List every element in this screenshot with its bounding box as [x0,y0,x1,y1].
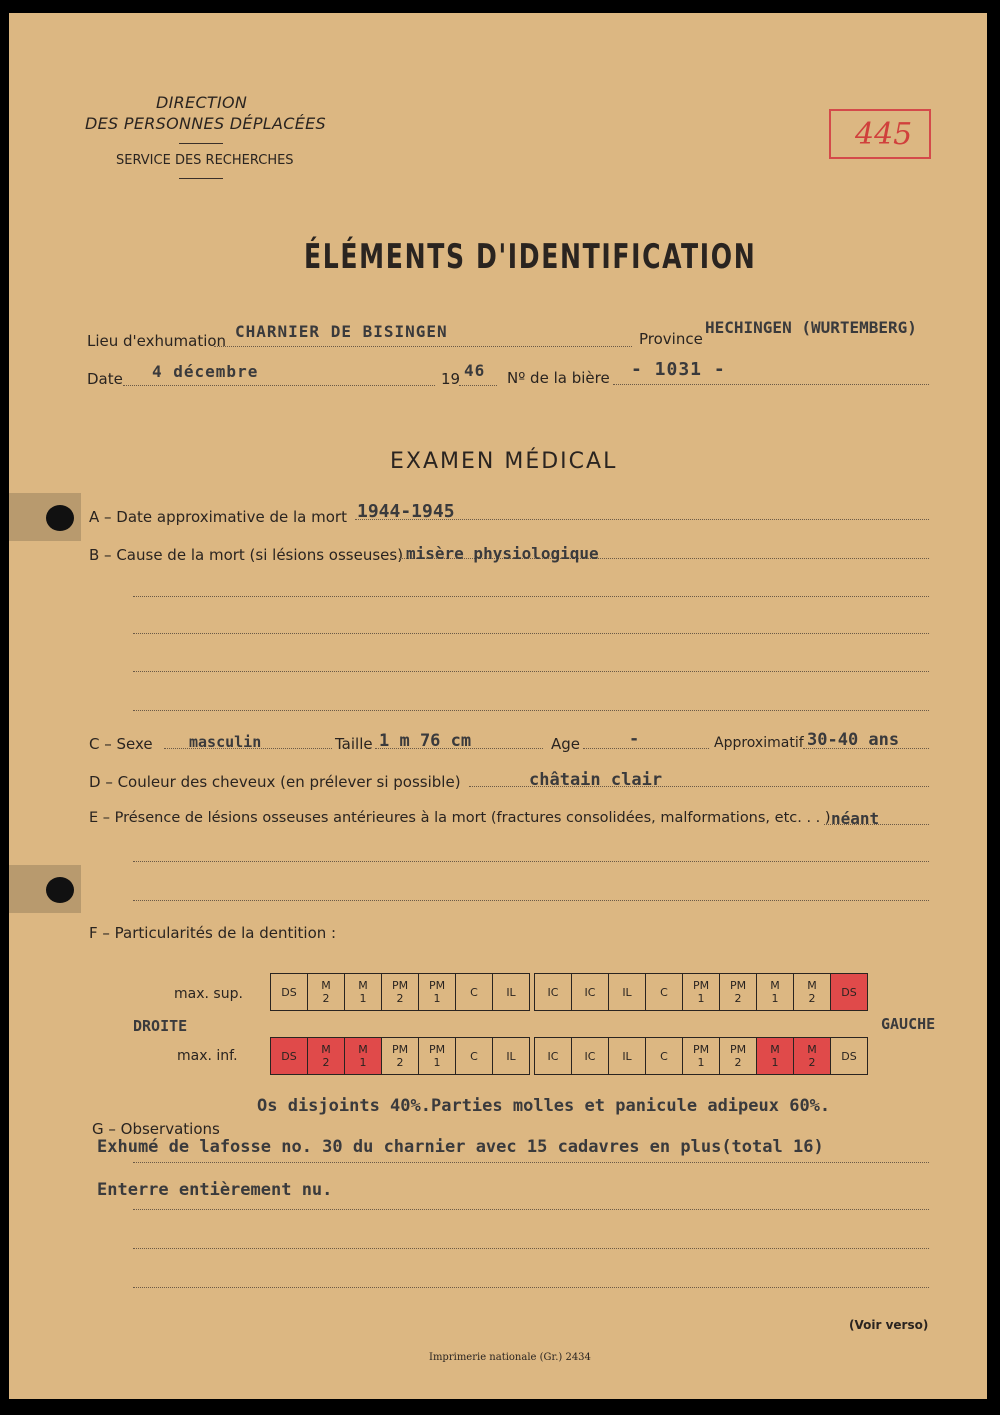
tooth-cell: IL [493,974,530,1011]
year-value: 46 [464,361,486,380]
date-label: Date [87,370,123,388]
taille-value: 1 m 76 cm [379,731,472,751]
punch-hole [46,877,74,903]
tooth-cell: C [456,1038,493,1075]
age-value: - [629,729,641,749]
cause-label: B – Cause de la mort (si lésions osseuses) [89,546,404,564]
voir-verso: (Voir verso) [849,1318,929,1332]
tooth-cell: DS [831,974,868,1011]
tooth-cell: DS [831,1038,868,1075]
tooth-cell: PM 2 [382,974,419,1011]
tooth-cell: C [456,974,493,1011]
tooth-cell: C [646,1038,683,1075]
hair-label: D – Couleur des cheveux (en prélever si possible) [89,773,461,791]
tooth-cell: M 2 [308,1038,345,1075]
tooth-cell: M 2 [794,974,831,1011]
tooth-cell: C [646,974,683,1011]
document-page [9,13,987,1399]
tooth-cell: PM 1 [419,1038,456,1075]
date-value: 4 décembre [152,362,259,381]
tooth-cell: M 2 [794,1038,831,1075]
hair-value: châtain clair [529,770,663,790]
sexe-label: C – Sexe [89,735,153,753]
max-inf-label: max. inf. [177,1048,238,1064]
tooth-cell: DS [271,1038,308,1075]
max-sup-label: max. sup. [174,986,243,1002]
approx-value: 30-40 ans [807,730,900,750]
observation-line-2: Exhumé de lafosse no. 30 du charnier avec 15 cadavres en plus(total 16) [97,1137,824,1157]
age-label: Age [551,735,581,753]
tooth-cell: PM 1 [419,974,456,1011]
cause-date-label: A – Date approximative de la mort [89,508,347,526]
sexe-value: masculin [189,733,262,751]
taille-label: Taille [335,735,373,753]
lesions-label: E – Présence de lésions osseuses antérieures à la mort (fractures consolidées, malformations, etc. . . ) [89,810,831,826]
tooth-cell: IC [535,974,572,1011]
observation-line-1: Os disjoints 40%.Parties molles et panicule adipeux 60%. [257,1096,831,1116]
lower-teeth-chart [270,1037,868,1075]
approx-label: Approximatif [714,735,804,751]
biere-label: Nº de la bière [507,369,610,387]
tooth-cell: M 1 [345,1038,382,1075]
tooth-cell: M 2 [308,974,345,1011]
tooth-cell: M 1 [345,974,382,1011]
tooth-cell: DS [271,974,308,1011]
province-value: HECHINGEN (WURTEMBERG) [705,318,917,337]
tooth-cell: IL [609,974,646,1011]
tooth-cell: PM 2 [720,1038,757,1075]
exam-heading: EXAMEN MÉDICAL [390,449,618,474]
tooth-cell: M 1 [757,974,794,1011]
province-label: Province [639,330,703,348]
cause-value: misère physiologique [406,544,599,563]
tooth-cell: PM 1 [683,1038,720,1075]
tooth-cell: IL [493,1038,530,1075]
tooth-cell: IL [609,1038,646,1075]
lieu-value: CHARNIER DE BISINGEN [235,322,448,341]
header-direction: DIRECTION [156,93,248,112]
tooth-cell: IC [572,1038,609,1075]
tooth-cell: PM 2 [382,1038,419,1075]
observations-label: G – Observations [92,1120,220,1138]
lieu-label: Lieu d'exhumation [87,332,227,350]
punch-hole [46,505,74,531]
tooth-cell: IC [535,1038,572,1075]
death-date-value: 1944-1945 [357,501,455,522]
stamp-number: 445 [829,109,931,159]
year-prefix: 19 [441,370,461,388]
printer-imprint: Imprimerie nationale (Gr.) 2434 [429,1352,591,1363]
tooth-cell: PM 1 [683,974,720,1011]
biere-value: - 1031 - [631,359,726,380]
dentition-label: F – Particularités de la dentition : [89,924,337,942]
gauche-label: GAUCHE [881,1015,936,1033]
header-rule [179,178,223,179]
header-department: DES PERSONNES DÉPLACÉES [85,114,326,133]
header-rule [179,143,223,144]
droite-label: DROITE [133,1017,188,1035]
page-title: ÉLÉMENTS D'IDENTIFICATION [304,237,757,277]
tooth-cell: M 1 [757,1038,794,1075]
observation-line-3: Enterre entièrement nu. [97,1180,333,1200]
lesions-value: néant [831,809,880,828]
upper-teeth-chart [270,973,868,1011]
tooth-cell: IC [572,974,609,1011]
header-service: SERVICE DES RECHERCHES [116,153,294,168]
tooth-cell: PM 2 [720,974,757,1011]
